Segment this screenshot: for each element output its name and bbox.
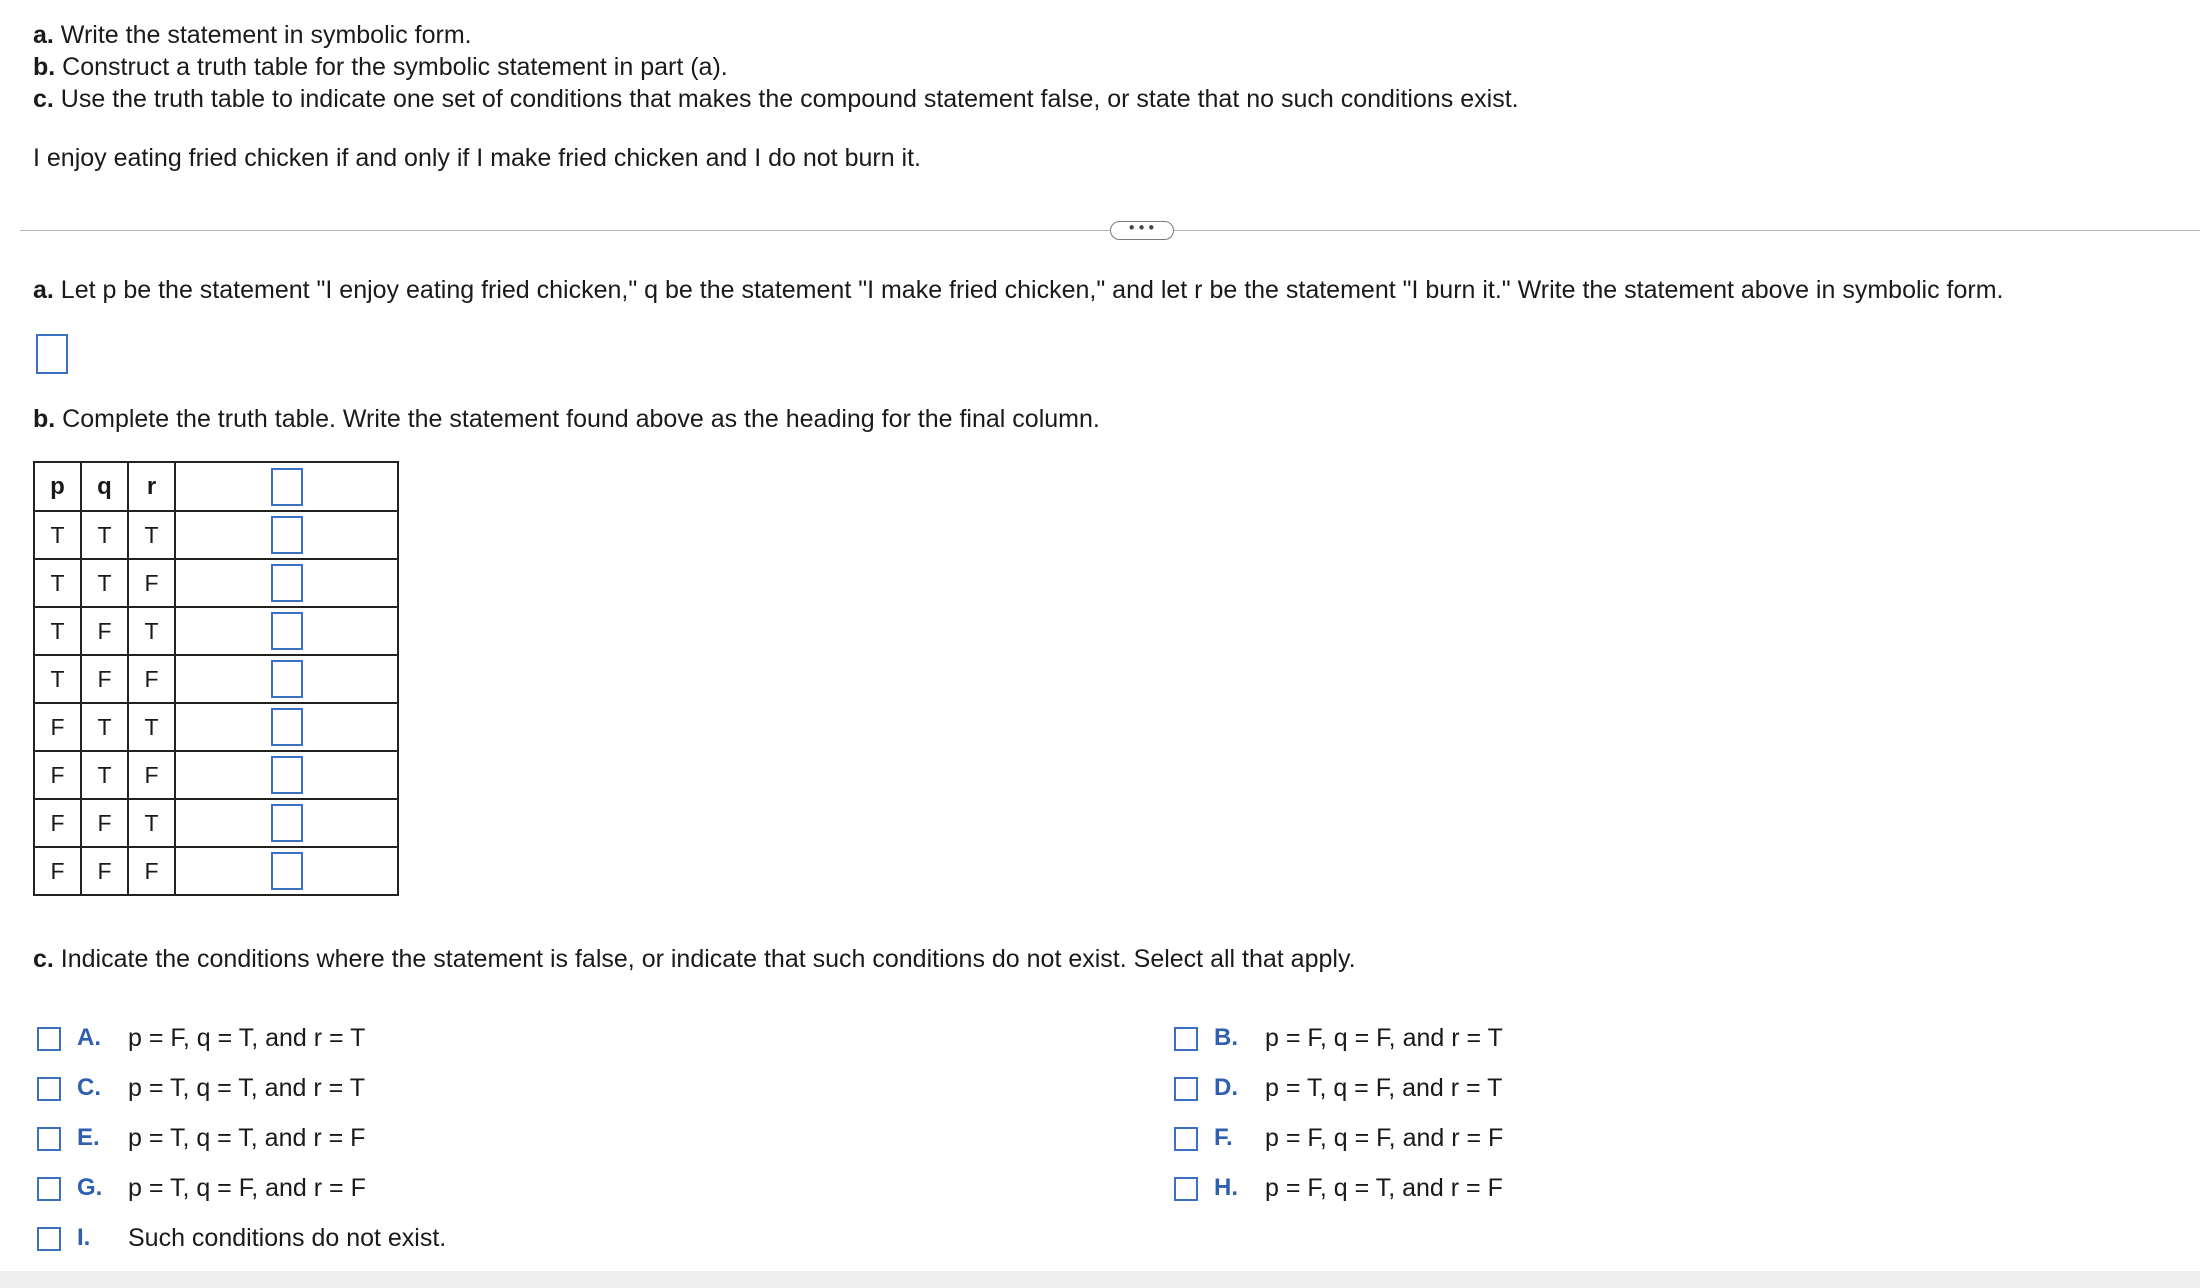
choice-letter: D. bbox=[1214, 1074, 1238, 1101]
choice-letter: H. bbox=[1214, 1174, 1238, 1201]
choice-letter: F. bbox=[1214, 1124, 1233, 1151]
header-p: p bbox=[34, 462, 81, 511]
instruction-a bbox=[33, 20, 472, 50]
truth-value-input[interactable] bbox=[271, 708, 303, 746]
instruction-letter: b. bbox=[33, 53, 56, 81]
cell-p: T bbox=[34, 511, 81, 559]
choice-text: p = F, q = F, and r = T bbox=[1265, 1024, 1503, 1052]
table-row bbox=[34, 751, 398, 799]
cell-q: F bbox=[81, 655, 128, 703]
checkbox[interactable] bbox=[37, 1127, 61, 1151]
choice-letter: C. bbox=[77, 1074, 101, 1101]
answer-cell bbox=[175, 655, 398, 703]
checkbox[interactable] bbox=[37, 1177, 61, 1201]
checkbox[interactable] bbox=[1174, 1177, 1198, 1201]
cell-r: F bbox=[128, 847, 175, 895]
cell-r: F bbox=[128, 559, 175, 607]
choice-text: p = T, q = T, and r = F bbox=[128, 1124, 366, 1152]
truth-value-input[interactable] bbox=[271, 660, 303, 698]
table-row bbox=[34, 799, 398, 847]
part-b-text: Complete the truth table. Write the statement found above as the heading for the final column. bbox=[55, 405, 1100, 433]
answer-cell bbox=[175, 607, 398, 655]
truth-value-input[interactable] bbox=[271, 612, 303, 650]
more-options-button[interactable]: ••• bbox=[1110, 221, 1174, 240]
answer-cell bbox=[175, 847, 398, 895]
cell-q: T bbox=[81, 511, 128, 559]
cell-q: F bbox=[81, 607, 128, 655]
cell-q: T bbox=[81, 703, 128, 751]
answer-cell bbox=[175, 511, 398, 559]
cell-p: F bbox=[34, 703, 81, 751]
header-q: q bbox=[81, 462, 128, 511]
instruction-b bbox=[33, 52, 728, 82]
part-a-letter: a. bbox=[33, 276, 54, 304]
cell-r: T bbox=[128, 703, 175, 751]
truth-value-input[interactable] bbox=[271, 756, 303, 794]
table-row bbox=[34, 607, 398, 655]
checkbox[interactable] bbox=[37, 1077, 61, 1101]
choice-letter: A. bbox=[77, 1024, 101, 1051]
choice-letter: B. bbox=[1214, 1024, 1238, 1051]
checkbox[interactable] bbox=[1174, 1127, 1198, 1151]
cell-q: F bbox=[81, 799, 128, 847]
checkbox[interactable] bbox=[37, 1227, 61, 1251]
cell-p: T bbox=[34, 559, 81, 607]
instruction-text: Write the statement in symbolic form. bbox=[53, 21, 472, 49]
table-row bbox=[34, 703, 398, 751]
table-row bbox=[34, 847, 398, 895]
choice-letter: G. bbox=[77, 1174, 103, 1201]
choice-letter: E. bbox=[77, 1124, 100, 1151]
instruction-letter: a. bbox=[33, 21, 54, 49]
choice-text: p = F, q = T, and r = F bbox=[1265, 1174, 1503, 1202]
statement-text: I enjoy eating fried chicken if and only if I make fried chicken and I do not burn it. bbox=[33, 144, 922, 172]
table-row bbox=[34, 511, 398, 559]
cell-p: T bbox=[34, 655, 81, 703]
instruction-c bbox=[33, 84, 1519, 114]
checkbox[interactable] bbox=[37, 1027, 61, 1051]
part-c-letter: c. bbox=[33, 945, 54, 973]
instruction-letter: c. bbox=[33, 85, 54, 113]
symbolic-form-input[interactable] bbox=[36, 334, 68, 374]
answer-cell bbox=[175, 751, 398, 799]
cell-r: F bbox=[128, 655, 175, 703]
choice-text: Such conditions do not exist. bbox=[128, 1224, 447, 1252]
cell-p: F bbox=[34, 799, 81, 847]
answer-cell bbox=[175, 703, 398, 751]
statement-heading-input[interactable] bbox=[271, 468, 303, 506]
truth-value-input[interactable] bbox=[271, 516, 303, 554]
part-c-prompt bbox=[33, 944, 1356, 974]
cell-q: F bbox=[81, 847, 128, 895]
choice-text: p = F, q = T, and r = T bbox=[128, 1024, 366, 1052]
choice-letter: I. bbox=[77, 1224, 91, 1251]
table-row bbox=[34, 655, 398, 703]
truth-value-input[interactable] bbox=[271, 852, 303, 890]
choice-text: p = T, q = F, and r = F bbox=[128, 1174, 366, 1202]
checkbox[interactable] bbox=[1174, 1077, 1198, 1101]
instruction-text: Use the truth table to indicate one set of conditions that makes the compound statement false, or state that no such conditions exist. bbox=[53, 85, 1519, 113]
cell-q: T bbox=[81, 751, 128, 799]
checkbox[interactable] bbox=[1174, 1027, 1198, 1051]
truth-table bbox=[33, 461, 399, 896]
cell-r: T bbox=[128, 511, 175, 559]
choice-text: p = T, q = F, and r = T bbox=[1265, 1074, 1503, 1102]
choice-text: p = F, q = F, and r = F bbox=[1265, 1124, 1504, 1152]
header-statement-cell bbox=[175, 462, 398, 511]
part-a-prompt bbox=[33, 275, 2003, 305]
truth-value-input[interactable] bbox=[271, 564, 303, 602]
answer-cell bbox=[175, 799, 398, 847]
truth-table-header-row bbox=[34, 462, 398, 511]
bottom-bar bbox=[0, 1271, 2200, 1288]
part-c-text: Indicate the conditions where the statement is false, or indicate that such conditions do not exist. Select all that apply. bbox=[53, 945, 1356, 973]
cell-p: F bbox=[34, 751, 81, 799]
header-r: r bbox=[128, 462, 175, 511]
cell-p: F bbox=[34, 847, 81, 895]
cell-q: T bbox=[81, 559, 128, 607]
part-a-text: Let p be the statement "I enjoy eating fried chicken," q be the statement "I make fried chicken," and let r be the statement "I burn it." Write the statement above in symbolic form. bbox=[53, 276, 2004, 304]
cell-r: F bbox=[128, 751, 175, 799]
instruction-text: Construct a truth table for the symbolic statement in part (a). bbox=[55, 53, 728, 81]
cell-p: T bbox=[34, 607, 81, 655]
choice-text: p = T, q = T, and r = T bbox=[128, 1074, 365, 1102]
truth-value-input[interactable] bbox=[271, 804, 303, 842]
part-b-prompt bbox=[33, 404, 1100, 434]
part-b-letter: b. bbox=[33, 405, 56, 433]
answer-cell bbox=[175, 559, 398, 607]
cell-r: T bbox=[128, 799, 175, 847]
table-row bbox=[34, 559, 398, 607]
cell-r: T bbox=[128, 607, 175, 655]
